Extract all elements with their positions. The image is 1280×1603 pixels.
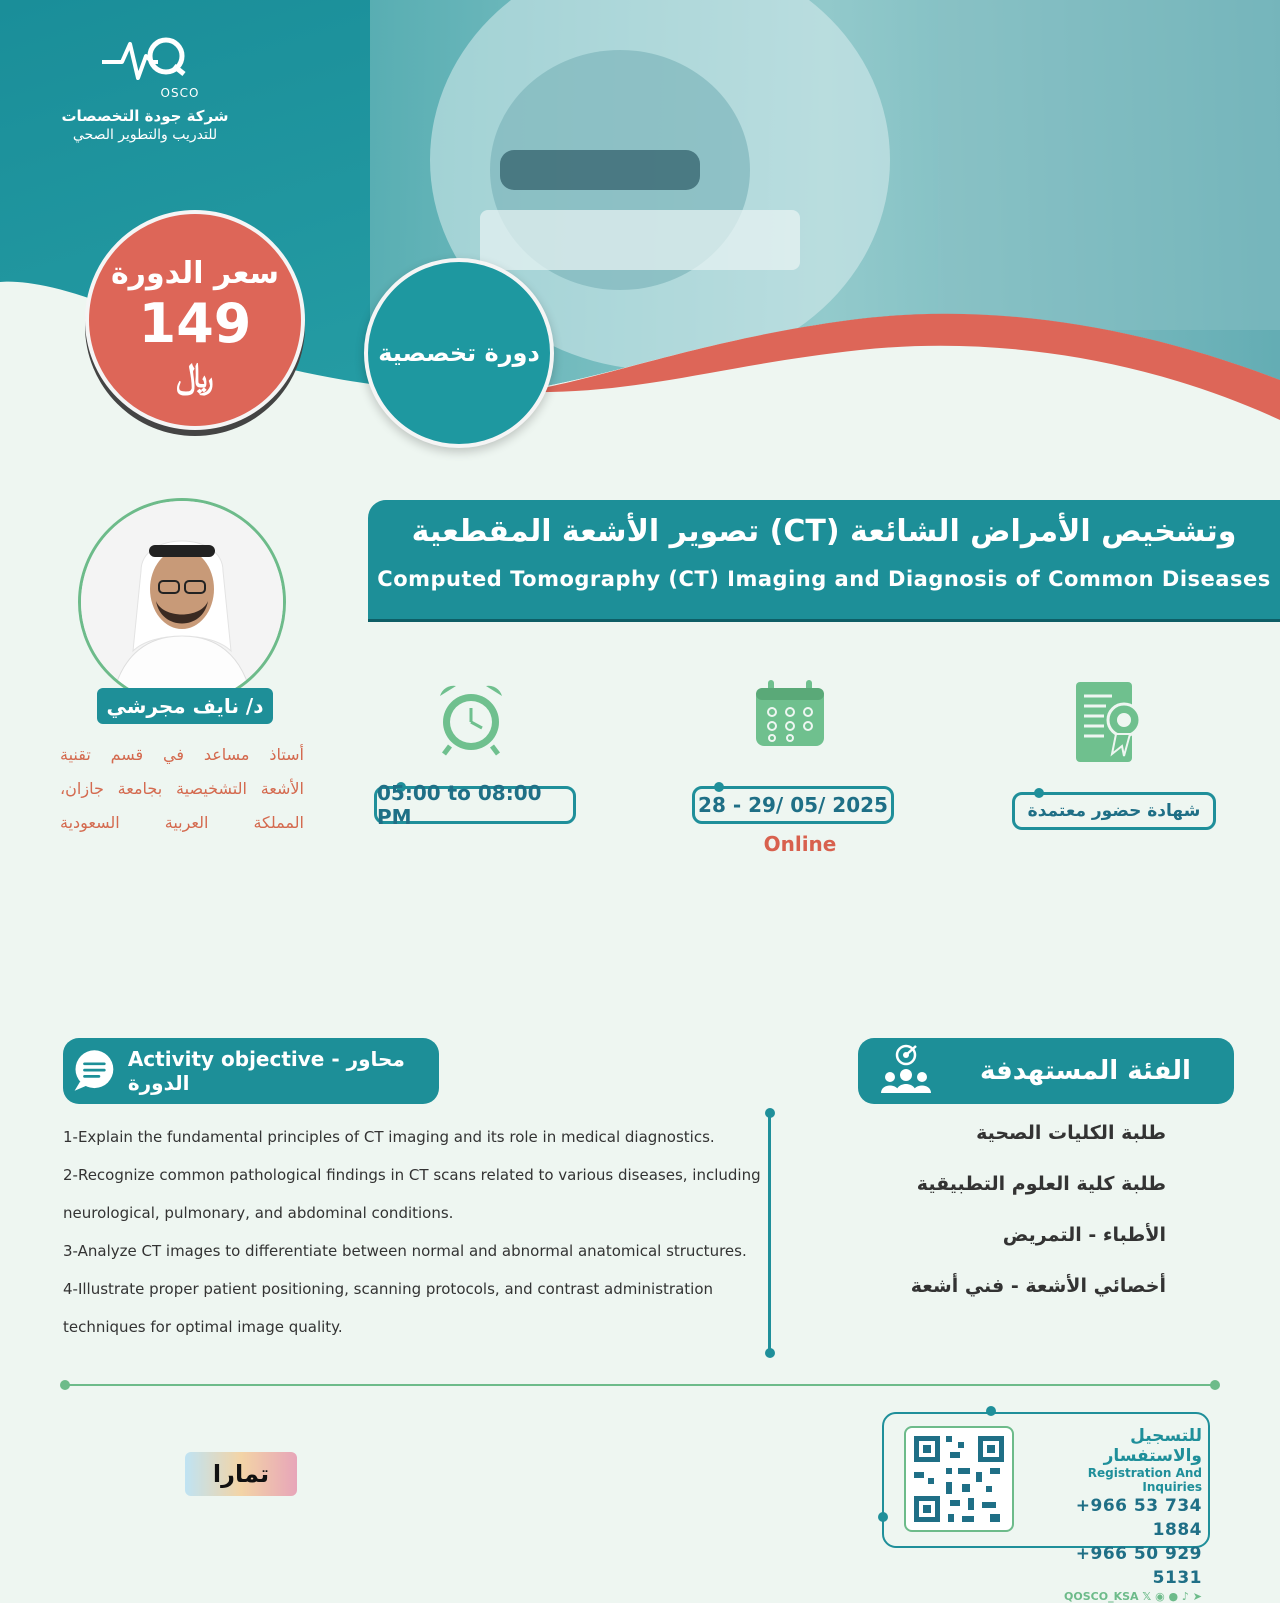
- social-handle-text: QOSCO_KSA: [1064, 1590, 1139, 1603]
- company-name: شركة جودة التخصصات: [61, 107, 229, 125]
- objective-line: neurological, pulmonary, and abdominal conditions.: [63, 1204, 454, 1222]
- divider-dot: [765, 1108, 775, 1118]
- objective-line: 4-Illustrate proper patient positioning, scanning protocols, and contrast administration: [63, 1280, 714, 1298]
- instructor-name-tag: [97, 688, 273, 724]
- objectives-title: Activity objective - محاور الدورة: [127, 1047, 405, 1095]
- instructor-name: د/ نايف مجرشي: [106, 694, 264, 718]
- audience-item: الأطباء - التمريض: [1002, 1224, 1166, 1246]
- instructor-avatar: [78, 498, 286, 706]
- audience-item: أخصائي الأشعة - فني أشعة: [910, 1275, 1166, 1297]
- phone-number[interactable]: +966 53 734 1884: [1075, 1496, 1202, 1540]
- objective-line: 2-Recognize common pathological findings in CT scans related to various diseases, including: [63, 1166, 761, 1184]
- price-value: 149: [138, 291, 252, 355]
- course-title-arabic: تصوير الأشعة المقطعية (CT) وتشخيص الأمراض الشائعة: [411, 514, 1237, 549]
- instructor-photo: [81, 501, 283, 703]
- alarm-clock-icon: [434, 680, 508, 756]
- price-label: سعر الدورة: [110, 255, 280, 291]
- logo-text: OSCO: [160, 86, 200, 100]
- certificate-pill: [1012, 792, 1216, 830]
- registration-title-en: Registration And Inquiries: [1087, 1466, 1202, 1494]
- divider-dot: [1210, 1380, 1220, 1390]
- course-date: 28 - 29/ 05/ 2025: [698, 793, 888, 817]
- tamara-payment-logo: [185, 1452, 297, 1496]
- target-audience-title: الفئة المستهدفة: [980, 1056, 1191, 1086]
- bio-line: أستاذ مساعد في قسم تقنية: [60, 745, 304, 764]
- chat-bubble-icon: [71, 1047, 118, 1095]
- certificate-label: شهادة حضور معتمدة: [1027, 801, 1201, 821]
- tamara-logo-text: تمارا: [212, 1460, 270, 1488]
- phone-number[interactable]: +966 50 929 5131: [1075, 1544, 1202, 1588]
- objective-line: 3-Analyze CT images to differentiate between normal and abnormal anatomical structures.: [63, 1242, 747, 1260]
- course-type-badge: [364, 258, 554, 448]
- registration-title-ar: للتسجيل والاستفسار: [1103, 1426, 1202, 1466]
- delivery-mode: Online: [763, 832, 837, 856]
- course-time: 05:00 to 08:00 PM: [377, 781, 542, 829]
- course-title-english: Computed Tomography (CT) Imaging and Diagnosis of Common Diseases: [377, 567, 1271, 591]
- objectives-list: [63, 1118, 763, 1346]
- divider-dot: [60, 1380, 70, 1390]
- certificate-icon: [1074, 680, 1148, 766]
- social-handle[interactable]: [1030, 1590, 1202, 1603]
- date-pill: [692, 786, 894, 824]
- heartbeat-q-icon: [100, 30, 190, 90]
- instructor-bio: [60, 738, 304, 840]
- objective-line: 1-Explain the fundamental principles of CT imaging and its role in medical diagnostics.: [63, 1128, 715, 1146]
- bio-line: الأشعة التشخيصية بجامعة جازان،: [60, 779, 304, 798]
- riyal-currency-icon: ﷼: [176, 355, 214, 396]
- bio-line: المملكة العربية السعودية: [60, 813, 304, 832]
- vertical-divider: [768, 1112, 771, 1354]
- box-connector-dot: [878, 1512, 888, 1522]
- divider-dot: [765, 1348, 775, 1358]
- registration-info: [1030, 1426, 1202, 1603]
- target-audience-header: [858, 1038, 1234, 1104]
- course-type-label: دورة تخصصية: [378, 339, 540, 367]
- social-media-icons: 𝕏 ◉ ● ♪ ➤: [1142, 1590, 1202, 1603]
- company-logo: [40, 30, 250, 144]
- qr-code[interactable]: [904, 1426, 1014, 1532]
- course-title-banner: [368, 500, 1280, 622]
- objective-line: techniques for optimal image quality.: [63, 1318, 343, 1336]
- time-pill: [374, 781, 576, 829]
- target-audience-list: [900, 1122, 1166, 1326]
- target-group-icon: [878, 1043, 934, 1099]
- objectives-header: [63, 1038, 439, 1104]
- qr-code-icon: [906, 1428, 1012, 1530]
- horizontal-divider: [64, 1384, 1216, 1386]
- company-tagline: للتدريب والتطوير الصحي: [72, 127, 218, 143]
- audience-item: طلبة الكليات الصحية: [976, 1122, 1166, 1144]
- calendar-icon: [754, 680, 826, 750]
- price-badge: [85, 210, 305, 430]
- audience-item: طلبة كلية العلوم التطبيقية: [916, 1173, 1166, 1195]
- box-connector-dot: [986, 1406, 996, 1416]
